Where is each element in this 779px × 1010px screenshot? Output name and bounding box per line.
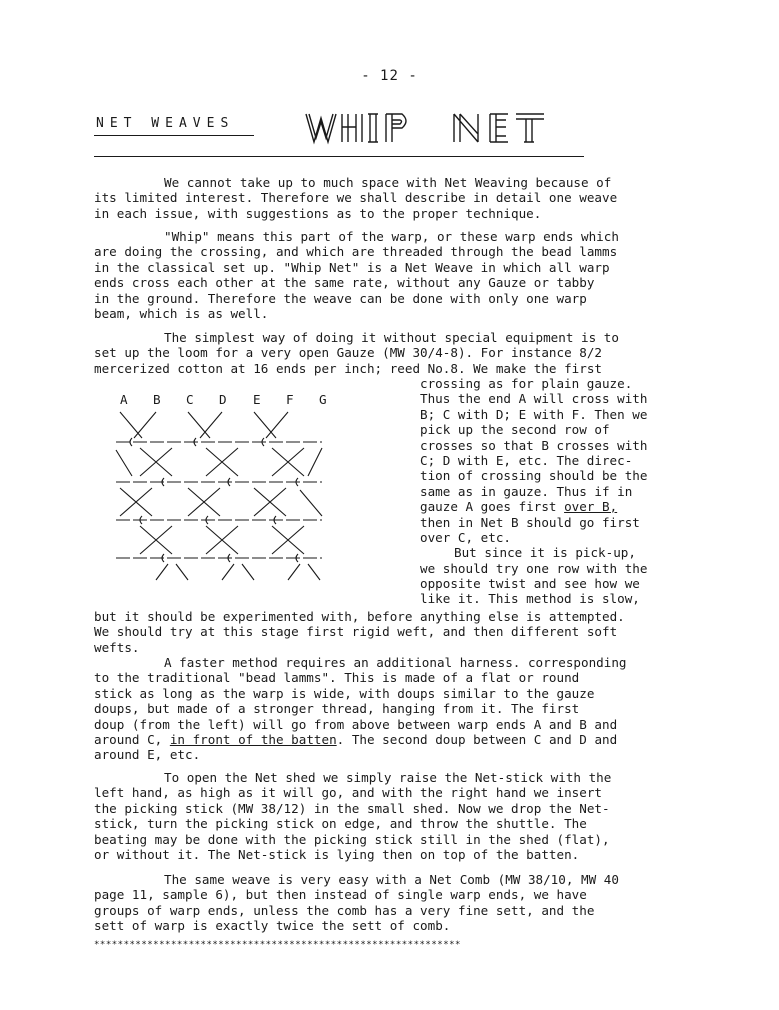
whip-paragraph xyxy=(94,229,684,321)
text-fragment: around C, xyxy=(94,731,163,747)
diagram-letter: D xyxy=(219,392,227,407)
text-line: A faster method requires an additional harness. corresponding xyxy=(164,655,627,670)
text-fragment: . The second doup between C and D and xyxy=(336,731,618,747)
text-line: or without it. The Net-stick is lying then on top of the batten. xyxy=(94,846,580,862)
text-line: beam, which is as well. xyxy=(94,305,269,321)
page-number: - 12 - xyxy=(361,68,418,84)
text-line: in the classical set up. "Whip Net" is a Net Weave in which all warp xyxy=(94,259,610,275)
text-line: To open the Net shed we simply raise the Net-stick with the xyxy=(164,770,612,785)
text-line: are doing the crossing, and which are threaded through the bead lamms xyxy=(94,244,618,260)
text-line: The same weave is very easy with a Net Comb (MW 38/10, MW 40 xyxy=(164,872,619,887)
underlined-text: in front of the batten xyxy=(169,731,337,747)
text-line: in each issue, with suggestions as to the proper technique. xyxy=(94,205,542,221)
text-line: Thus the end A will cross with xyxy=(420,391,648,407)
text-line: its limited interest. Therefore we shall describe in detail one weave xyxy=(94,190,618,206)
text-line: beating may be done with the picking stick still in the shed (flat), xyxy=(94,831,610,847)
diagram-letter: G xyxy=(319,392,327,407)
text-line: But since it is pick-up, xyxy=(454,545,636,561)
text-line: in the ground. Therefore the weave can be done with only one warp xyxy=(94,290,587,306)
text-line: stick as long as the warp is wide, with doups similar to the gauze xyxy=(94,685,595,701)
text-line: we should try one row with the xyxy=(420,560,648,576)
open-shed-paragraph xyxy=(94,770,684,862)
text-fragment: gauze A goes first xyxy=(420,499,557,515)
text-line: the picking stick (MW 38/12) in the small shed. Now we drop the Net- xyxy=(94,800,610,816)
section-underline xyxy=(94,135,254,136)
text-line: pick up the second row of xyxy=(420,422,610,438)
text-line: then in Net B should go first xyxy=(420,514,640,530)
footer-star-rule: ************************************************************** xyxy=(94,940,461,950)
net-weave-diagram xyxy=(112,390,352,590)
text-line: mercerized cotton at 16 ends per inch; reed No.8. We make the first xyxy=(94,360,602,376)
text-line: same as in gauze. Thus if in xyxy=(420,483,633,499)
text-line: The simplest way of doing it without special equipment is to xyxy=(164,330,619,345)
text-line: around E, etc. xyxy=(94,747,201,763)
net-comb-paragraph xyxy=(94,872,684,934)
text-line: opposite twist and see how we xyxy=(420,576,640,592)
text-line: like it. This method is slow, xyxy=(420,591,640,607)
text-line: We cannot take up to much space with Net Weaving because of xyxy=(164,175,612,190)
text-line: We should try at this stage first rigid weft, and then different soft xyxy=(94,624,618,640)
text-line: stick, turn the picking stick on edge, and throw the shuttle. The xyxy=(94,816,587,832)
page-title xyxy=(304,110,554,150)
title-lettering xyxy=(304,110,554,146)
diagram-letter: C xyxy=(186,392,194,407)
text-line: crosses so that B crosses with xyxy=(420,437,648,453)
text-line: tion of crossing should be the xyxy=(420,468,648,484)
text-line: wefts. xyxy=(94,639,140,655)
text-line: but it should be experimented with, before anything else is attempted. xyxy=(94,609,625,624)
side-column-text xyxy=(420,376,690,607)
text-line: sett of warp is exactly twice the sett of comb. xyxy=(94,918,451,934)
text-line xyxy=(420,499,690,514)
text-line: doups, but made of a stronger thread, hanging from it. The first xyxy=(94,701,580,717)
text-line: left hand, as high as it will go, and with the right hand we insert xyxy=(94,785,602,801)
text-line: C; D with E, etc. The direc- xyxy=(420,452,633,468)
text-line: doup (from the left) will go from above between warp ends A and B and xyxy=(94,716,618,732)
diagram-letter: B xyxy=(153,392,161,407)
diagram-letter: E xyxy=(253,392,261,407)
diagram-letter: F xyxy=(286,392,294,407)
title-rule xyxy=(94,156,584,157)
intro-paragraph xyxy=(94,175,684,221)
simplest-paragraph xyxy=(94,330,684,376)
text-line: groups of warp ends, unless the comb has a very fine sett, and the xyxy=(94,902,595,918)
underlined-text: over B, xyxy=(564,499,618,515)
faster-method-paragraph xyxy=(94,655,684,763)
text-line: page 11, sample 6), but then instead of single warp ends, we have xyxy=(94,887,587,903)
text-line: to the traditional "bead lamms". This is made of a flat or round xyxy=(94,670,580,686)
text-line: set up the loom for a very open Gauze (MW 30/4-8). For instance 8/2 xyxy=(94,345,602,361)
text-line: B; C with D; E with F. Then we xyxy=(420,406,648,422)
text-line: "Whip" means this part of the warp, or these warp ends which xyxy=(164,229,619,244)
after-diagram-paragraph xyxy=(94,609,684,655)
text-line: crossing as for plain gauze. xyxy=(420,376,633,391)
crossing-diagram xyxy=(112,390,352,590)
section-label: NET WEAVES xyxy=(96,116,235,131)
text-line xyxy=(94,732,684,747)
diagram-letter: A xyxy=(120,392,128,407)
text-line: ends cross each other at the same rate, without any Gauze or tabby xyxy=(94,275,595,291)
text-line: over C, etc. xyxy=(420,529,511,545)
